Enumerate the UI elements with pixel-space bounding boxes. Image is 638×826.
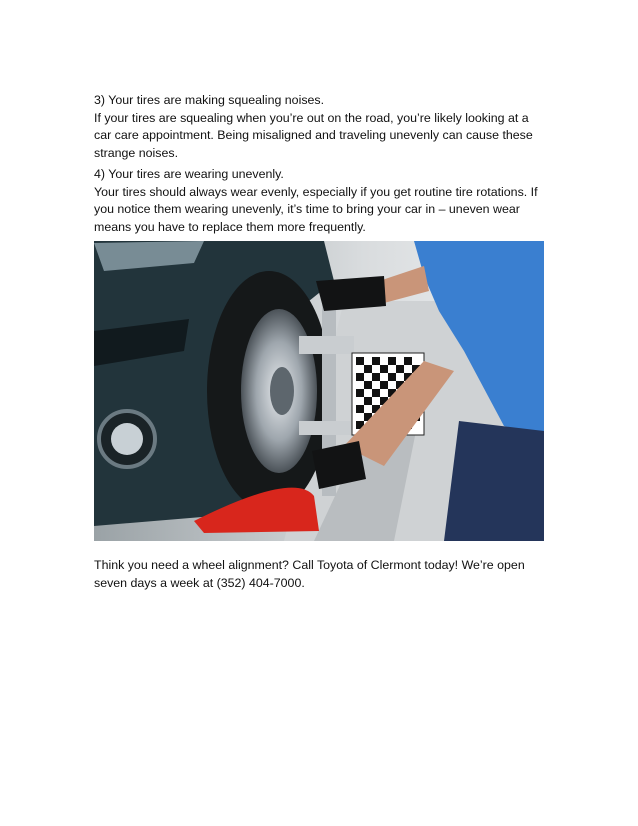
rim-hub xyxy=(270,367,294,415)
section-4-line: you notice them wearing unevenly, it’s time to bring your car in – uneven wear xyxy=(94,202,520,216)
checker-square xyxy=(364,365,372,373)
checker-square xyxy=(396,365,404,373)
checker-square xyxy=(388,373,396,381)
checker-square xyxy=(372,373,380,381)
checker-square xyxy=(356,389,364,397)
section-4-paragraph xyxy=(94,166,554,236)
section-3-line: If your tires are squealing when you’re out on the road, you’re likely looking at a xyxy=(94,110,529,125)
closing-line: seven days a week at (352) 404-7000. xyxy=(94,575,305,590)
checker-square xyxy=(372,357,380,365)
checker-square xyxy=(356,373,364,381)
section-3-line: car care appointment. Being misaligned and traveling unevenly can cause these xyxy=(94,128,533,142)
section-3-paragraph xyxy=(94,92,554,162)
checker-square xyxy=(372,389,380,397)
alignment-clamp-arm xyxy=(299,421,354,435)
checker-square xyxy=(380,365,388,373)
checker-square xyxy=(356,357,364,365)
checker-square xyxy=(364,397,372,405)
checker-square xyxy=(404,357,412,365)
section-4-line: Your tires should always wear evenly, especially if you get routine tire rotations. If xyxy=(94,184,538,199)
glove-upper xyxy=(316,276,386,311)
section-3-line: strange noises. xyxy=(94,145,179,160)
photo-illustration xyxy=(94,241,544,541)
wheel-alignment-photo xyxy=(94,241,544,541)
checker-square xyxy=(364,381,372,389)
checker-square xyxy=(380,381,388,389)
section-4-line: means you have to replace them more frequently. xyxy=(94,219,366,234)
checker-square xyxy=(356,405,364,413)
closing-paragraph xyxy=(94,557,554,592)
alignment-clamp-arm xyxy=(299,336,354,354)
closing-line: Think you need a wheel alignment? Call Toyota of Clermont today! We’re open xyxy=(94,558,525,572)
checker-square xyxy=(388,357,396,365)
section-4-heading: 4) Your tires are wearing unevenly. xyxy=(94,167,284,181)
mechanic-pants xyxy=(444,421,544,541)
section-3-heading: 3) Your tires are making squealing noises. xyxy=(94,93,325,107)
fog-light-lens xyxy=(111,423,143,455)
